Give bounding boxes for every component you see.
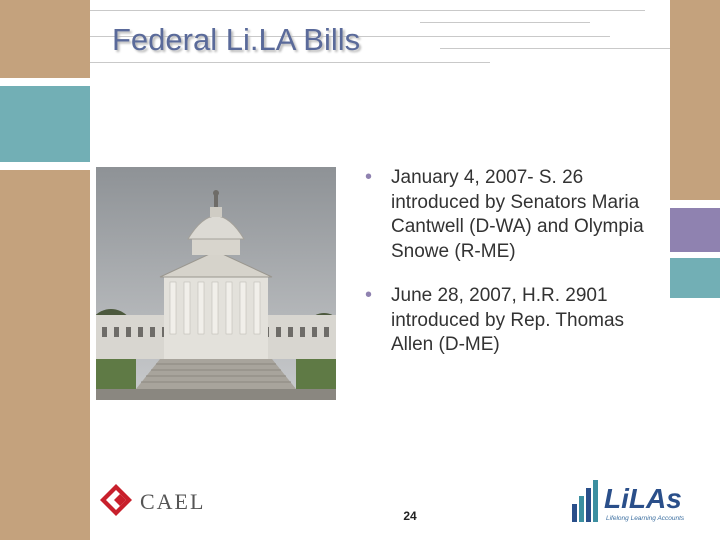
bullet-item	[365, 166, 665, 264]
bullet-text: January 4, 2007- S. 26 introduced by Senators Maria Cantwell (D-WA) and Olympia Snowe (R-ME)	[391, 167, 644, 262]
header-rule-1	[90, 10, 645, 11]
capitol-building-photo	[96, 167, 336, 400]
left-tan-block-main	[0, 170, 90, 540]
right-tan-block	[670, 0, 720, 200]
bullet-item	[365, 284, 665, 358]
cael-logo	[96, 476, 230, 526]
lilas-logo-text: LiLAs	[604, 483, 682, 514]
slide-title: Federal Li.LA Bills	[112, 22, 361, 57]
bullet-dot-icon: •	[365, 284, 373, 306]
header-rule-2	[420, 22, 590, 23]
left-teal-block	[0, 86, 90, 162]
page-number: 24	[403, 509, 417, 523]
bullet-text: June 28, 2007, H.R. 2901 introduced by Rep. Thomas Allen (D-ME)	[391, 285, 625, 355]
lilas-logo	[568, 474, 694, 526]
right-purple-block	[670, 208, 720, 252]
left-tan-block-top	[0, 0, 90, 78]
bullet-dot-icon: •	[365, 166, 373, 188]
cael-logo-text: CAEL	[140, 489, 206, 514]
bullet-list	[365, 166, 665, 378]
lilas-bars-icon	[572, 480, 598, 522]
header-rule-4	[440, 48, 670, 49]
header-rule-5	[90, 62, 490, 63]
right-teal-block	[670, 258, 720, 298]
lilas-logo-tagline: Lifelong Learning Accounts	[606, 515, 685, 522]
